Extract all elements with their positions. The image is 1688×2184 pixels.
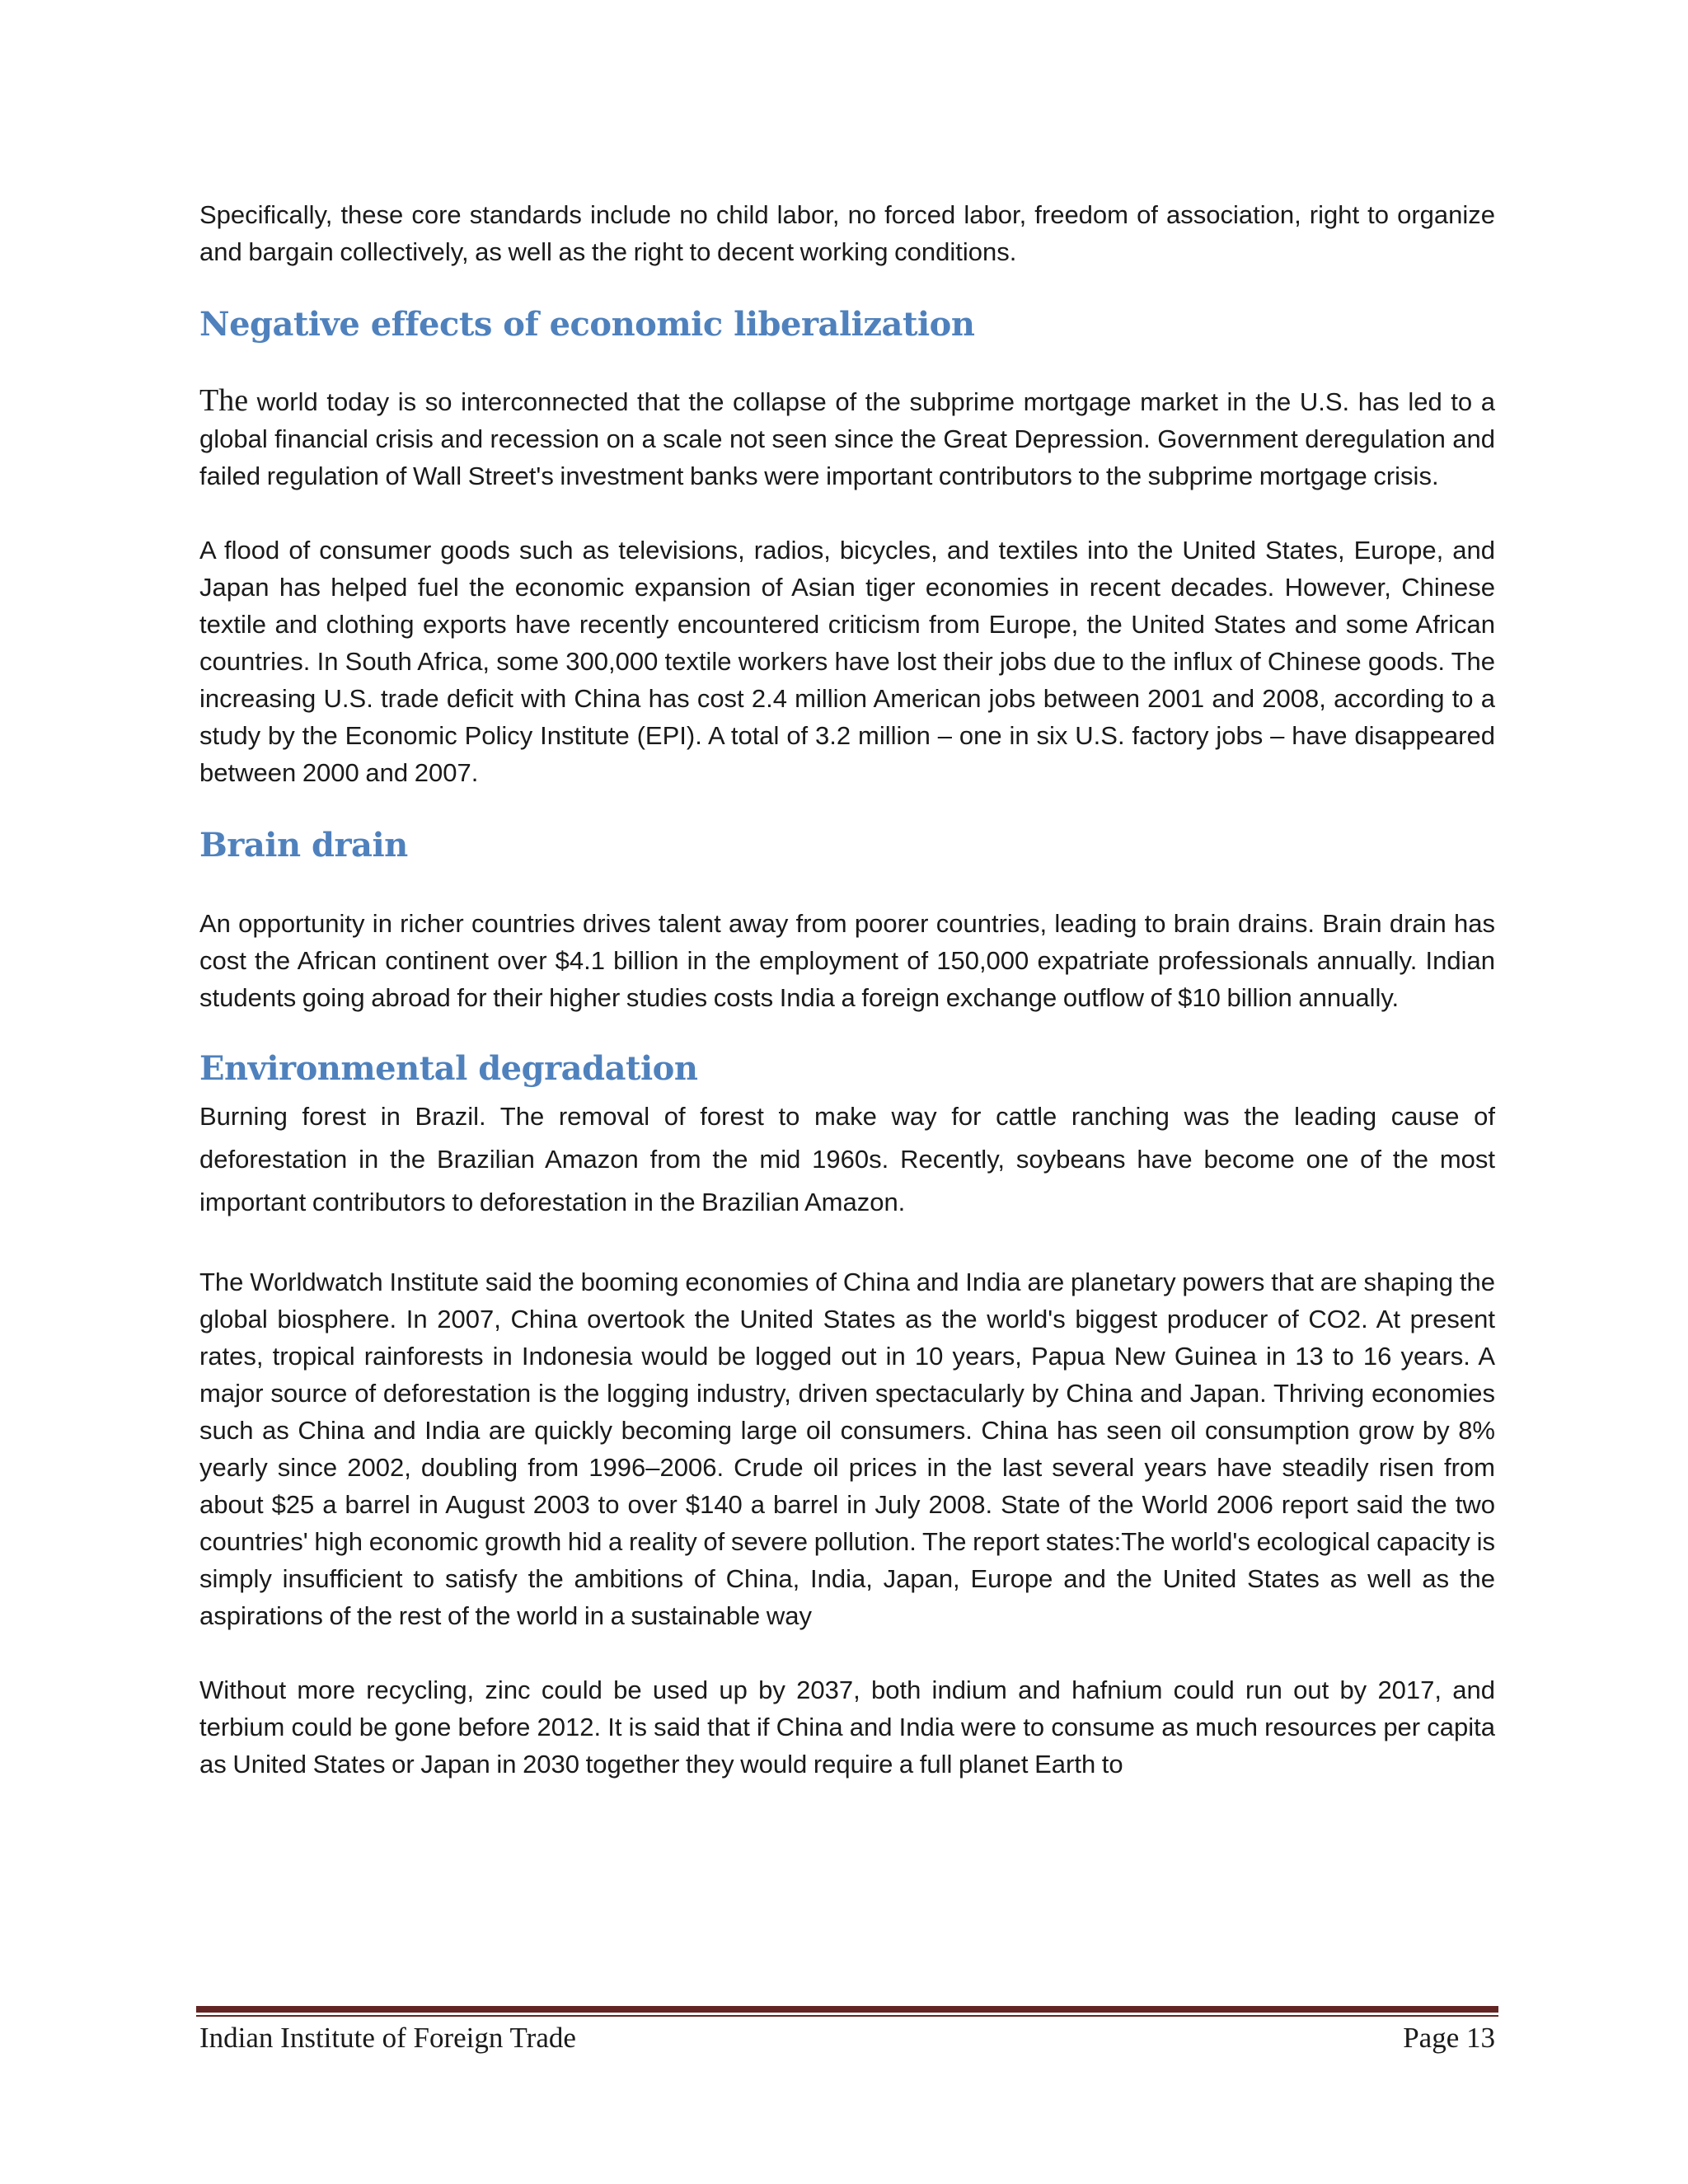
- footer-institute-name: Indian Institute of Foreign Trade: [199, 2022, 576, 2054]
- paragraph-worldwatch: The Worldwatch Institute said the booming economies of China and India are planetary powers that are shaping the global biosphere. In 2007, China overtook the United States as the world's biggest producer of CO2. At present rates, tropical rainforests in Indonesia would be logged out in 10 years, Papua New Guinea in 13 to 16 years. A major source of deforestation is the logging industry, driven spectacularly by China and Japan. Thriving economies such as China and India are quickly becoming large oil consumers. China has seen oil consumption grow by 8% yearly since 2002, doubling from 1996–2006. Crude oil prices in the last several years have steadily risen from about $25 a barrel in August 2003 to over $140 a barrel in July 2008. State of the World 2006 report said the two countries' high economic growth hid a reality of severe pollution. The report states:The world's ecological capacity is simply insufficient to satisfy the ambitions of China, India, Japan, Europe and the United States as well as the aspirations of the rest of the world in a sustainable way: [199, 1268, 1495, 1630]
- paragraph-world-text: world today is so interconnected that the collapse of the subprime mortgage market in the U.S. has led to a global financial crisis and recession on a scale not seen since the Great Depression. Government deregulation and failed regulation of Wall Street's investment banks were important contributors to the subprime mortgage crisis.: [199, 387, 1495, 490]
- page-footer: [199, 2018, 1495, 2059]
- paragraph-brain-drain: An opportunity in richer countries drives talent away from poorer countries, leading to brain drains. Brain drain has cost the African continent over $4.1 billion in the employment of 150,000 expatriate professionals annually. Indian students going abroad for their higher studies costs India a foreign exchange outflow of $10 billion annually.: [199, 909, 1495, 1012]
- heading-environmental-degradation: Environmental degradation: [199, 1049, 698, 1088]
- paragraph-consumer-goods: A flood of consumer goods such as televisions, radios, bicycles, and textiles into the United States, Europe, and Japan has helped fuel the economic expansion of Asian tiger economies in recent decades. However, Chinese textile and clothing exports have recently encountered criticism from Europe, the United States and some African countries. In South Africa, some 300,000 textile workers have lost their jobs due to the influx of Chinese goods. The increasing U.S. trade deficit with China has cost 2.4 million American jobs between 2001 and 2008, according to a study by the Economic Policy Institute (EPI). A total of 3.2 million – one in six U.S. factory jobs – have disappeared between 2000 and 2007.: [199, 536, 1495, 787]
- dropcap-the: The: [199, 383, 249, 418]
- footer-divider-thick: [196, 2006, 1498, 2013]
- heading-negative-effects: Negative effects of economic liberalization: [199, 305, 975, 344]
- paragraph-core-standards: Specifically, these core standards include no child labor, no forced labor, freedom of association, right to organize and bargain collectively, as well as the right to decent working conditions.: [199, 200, 1495, 266]
- footer-divider: [196, 2006, 1498, 2017]
- heading-brain-drain: Brain drain: [199, 826, 408, 865]
- paragraph-burning-forest: Burning forest in Brazil. The removal of forest to make way for cattle ranching was the leading cause of deforestation in the Brazilian Amazon from the mid 1960s. Recently, soybeans have become one of the most important contributors to deforestation in the Brazilian Amazon.: [199, 1102, 1495, 1216]
- footer-page-number: Page 13: [1403, 2022, 1495, 2054]
- paragraph-world-interconnected: [199, 382, 1495, 494]
- page-body: [199, 196, 1495, 1783]
- footer-divider-thin: [196, 2015, 1498, 2017]
- paragraph-recycling: Without more recycling, zinc could be used up by 2037, both indium and hafnium could run out by 2017, and terbium could be gone before 2012. It is said that if China and India were to consume as much resources per capita as United States or Japan in 2030 together they would require a full planet Earth to: [199, 1675, 1495, 1779]
